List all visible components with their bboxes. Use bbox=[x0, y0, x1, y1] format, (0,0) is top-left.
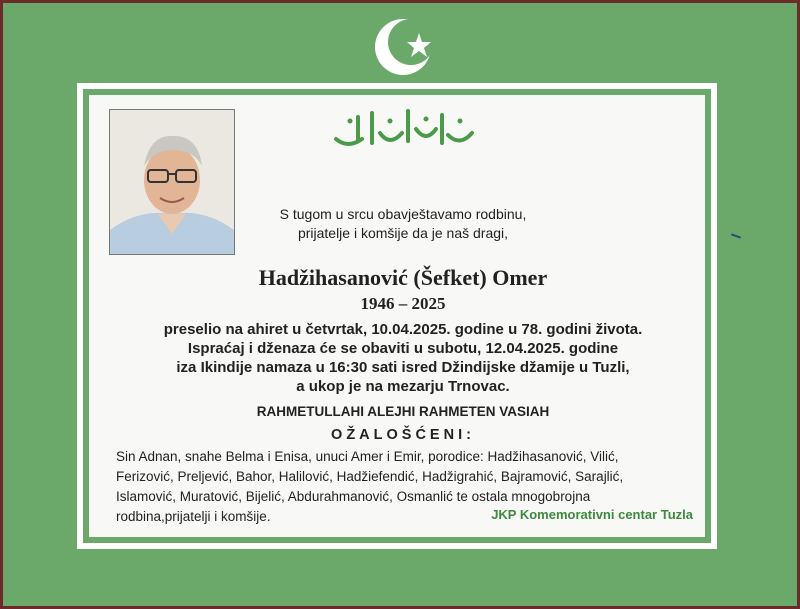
ink-mark bbox=[731, 233, 741, 238]
mourners-line: Islamović, Muratović, Bijelić, Abdurahmanović, Osmanlić te ostala mnogobrojna bbox=[116, 489, 591, 504]
details-line: a ukop je na mezarju Trnovac. bbox=[296, 378, 510, 395]
intro-text bbox=[233, 205, 573, 243]
funeral-details bbox=[103, 320, 703, 396]
portrait-illustration bbox=[110, 110, 234, 254]
details-line: iza Ikindije namaza u 16:30 sati isred Džindijske džamije u Tuzli, bbox=[176, 359, 630, 376]
intro-line: S tugom u srcu obavještavamo rodbinu, bbox=[279, 206, 527, 222]
deceased-photo bbox=[109, 109, 235, 255]
deceased-name: Hadžihasanović (Šefket) Omer bbox=[258, 265, 548, 290]
crescent-star-icon bbox=[373, 15, 443, 77]
details-line: preselio na ahiret u četvrtak, 10.04.2025. godine u 78. godini života. bbox=[163, 321, 643, 338]
arabic-calligraphy bbox=[328, 99, 478, 159]
mourners-line: rodbina,prijatelji i komšije. bbox=[116, 509, 271, 524]
mourners-line: Ferizović, Preljević, Bahor, Halilović, Hadžiefendić, Hadžigrahić, Bajramović, Sarajlić, bbox=[116, 469, 624, 484]
mourners-title: OŽALOŠĆENI: bbox=[331, 427, 475, 443]
life-years: 1946 – 2025 bbox=[360, 294, 446, 313]
prayer-line: RAHMETULLAHI ALEJHI RAHMETEN VASIAH bbox=[256, 404, 550, 419]
mourners-line: Sin Adnan, snahe Belma i Enisa, unuci Amer i Emir, porodice: Hadžihasanović, Vilić, bbox=[116, 449, 619, 464]
intro-line: prijatelje i komšije da je naš dragi, bbox=[297, 225, 509, 241]
details-line: Ispraćaj i dženaza će se obaviti u subotu, 12.04.2025. godine bbox=[187, 340, 619, 357]
organization-signature: JKP Komemorativni centar Tuzla bbox=[491, 507, 693, 522]
